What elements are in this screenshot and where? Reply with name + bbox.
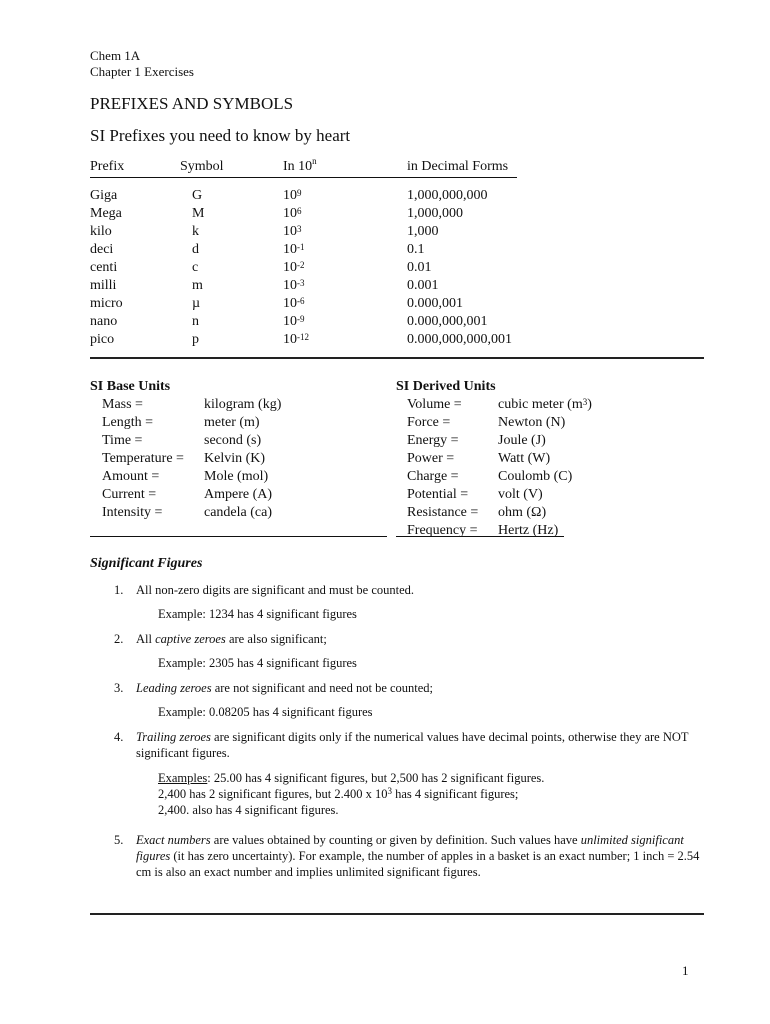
sig-fig-rule-4: 4. Trailing zeroes are significant digits only if the numerical values have decimal points, otherwise they are NOT significant figures. [114,730,689,760]
list-item: Current = [102,487,157,502]
list-item: volt (V) [498,487,543,502]
prefix-column [90,187,123,349]
list-item: Newton (N) [498,415,566,430]
power-column [283,187,309,349]
table-row-decimal: 0.000,000,000,001 [407,332,512,347]
list-item: Time = [102,433,143,448]
table-row-symbol: c [192,260,199,275]
table-row-prefix: deci [90,242,114,257]
sig-fig-example-1: Example: 1234 has 4 significant figures [158,607,357,621]
table-row-symbol: p [192,332,199,347]
base-units-underline [90,536,387,537]
list-item: Watt (W) [498,451,551,466]
list-item: Frequency = [407,523,478,538]
base-units-quantities [102,396,184,522]
list-item: Amount = [102,469,160,484]
table-row-symbol: m [192,278,203,293]
sig-figs-title: Significant Figures [90,556,203,571]
list-item: Intensity = [102,505,163,520]
table-row-power: $10^{-12}$ [283,332,309,347]
base-units-title: SI Base Units [90,379,171,394]
sig-fig-rule-5: 5. Exact numbers are values obtained by counting or given by definition. Such values have unlimited significant figures (it has zero uncertainty). For example, the number of apples in a basket is an exact number; 1 inch = 2.54 cm is also an exact number and implies unlimited significant figures. [114,833,700,879]
sig-fig-rule-2: 2. All captive zeroes are also significant; [114,632,327,646]
table-row-power: $10^9$ [283,188,302,203]
table-row-symbol: M [192,206,205,221]
table-row-decimal: 0.000,000,001 [407,314,488,329]
table-row-decimal: 1,000,000 [407,206,463,221]
table-row-decimal: 1,000 [407,224,439,239]
list-item: kilogram (kg) [204,397,282,412]
derived-units-quantities [407,396,478,540]
section-title: SI Prefixes you need to know by heart [90,126,351,145]
table-row-power: $10^3$ [283,224,302,239]
table-row-power: $10^{-6}$ [283,296,305,311]
list-item: meter (m) [204,415,260,430]
list-item: Hertz (Hz) [498,523,559,538]
list-item: Resistance = [407,505,479,520]
list-item: Joule (J) [498,433,546,448]
list-item: second (s) [204,433,262,448]
table-row-symbol: G [192,188,203,203]
decimal-column [407,187,512,349]
table-row-decimal: 0.01 [407,260,432,275]
course-name: Chem 1A [90,48,141,63]
list-item: cubic meter $(m^3)$ [498,397,592,412]
list-item: candela (ca) [204,505,272,520]
list-item: Temperature = [102,451,184,466]
table-row-prefix: nano [90,314,118,329]
table-row-power: $10^{-9}$ [283,314,305,329]
table-row-power: $10^{-3}$ [283,278,305,293]
section-divider [90,357,704,359]
chapter-name: Chapter 1 Exercises [90,64,194,79]
table-row-power: $10^6$ [283,206,302,221]
table-row-prefix: pico [90,332,115,347]
col-header-decimal: in Decimal Forms [407,159,509,174]
derived-units-title: SI Derived Units [396,379,496,394]
list-item: Volume = [407,397,462,412]
list-item: Energy = [407,433,459,448]
symbol-column [192,187,204,349]
list-item: Power = [407,451,455,466]
col-header-symbol: Symbol [180,159,224,174]
table-row-decimal: 0.000,001 [407,296,463,311]
sig-fig-example-2: Example: 2305 has 4 significant figures [158,656,357,670]
derived-units-underline [396,536,564,537]
list-item: Mass = [102,397,143,412]
table-row-decimal: 0.1 [407,242,425,257]
sig-fig-example-4: Examples: 25.00 has 4 significant figures, but 2,500 has 2 significant figures. 2,400 has 2 significant figures, but 2.400 x $10^3$ has 4 significant figures; 2,400. also has 4 significant figures. [158,771,545,817]
sig-fig-example-3: Example: 0.08205 has 4 significant figures [158,705,373,719]
table-row-prefix: Giga [90,188,118,203]
list-item: Charge = [407,469,459,484]
table-row-symbol: µ [192,296,201,311]
table-row-prefix: Mega [90,206,122,221]
list-item: Length = [102,415,154,430]
col-header-prefix: Prefix [90,159,125,174]
table-row-prefix: centi [90,260,118,275]
list-item: ohm (Ω) [498,505,547,520]
section-divider [90,913,704,915]
list-item: Force = [407,415,451,430]
table-row-prefix: micro [90,296,123,311]
sig-fig-rule-3: 3. Leading zeroes are not significant and need not be counted; [114,681,434,695]
page-number: 1 [682,963,689,978]
list-item: Ampere (A) [204,487,273,502]
prefix-table-header [90,158,517,178]
list-item: Coulomb (C) [498,469,573,484]
derived-units-units [498,396,592,540]
table-row-symbol: d [192,242,199,257]
list-item: Kelvin (K) [204,451,266,466]
sig-fig-rule-1: 1. All non-zero digits are significant and must be counted. [114,583,415,597]
table-row-symbol: n [192,314,199,329]
table-row-power: $10^{-2}$ [283,260,305,275]
table-row-prefix: kilo [90,224,112,239]
list-item: Mole (mol) [204,469,269,484]
col-header-power: In 10$^n$ [283,156,317,174]
table-row-symbol: k [192,224,199,239]
table-row-decimal: 1,000,000,000 [407,188,488,203]
base-units-units [204,396,281,522]
page-title: PREFIXES AND SYMBOLS [90,94,294,113]
table-row-prefix: milli [90,278,117,293]
list-item: Potential = [407,487,469,502]
table-row-power: $10^{-1}$ [283,242,305,257]
table-row-decimal: 0.001 [407,278,439,293]
